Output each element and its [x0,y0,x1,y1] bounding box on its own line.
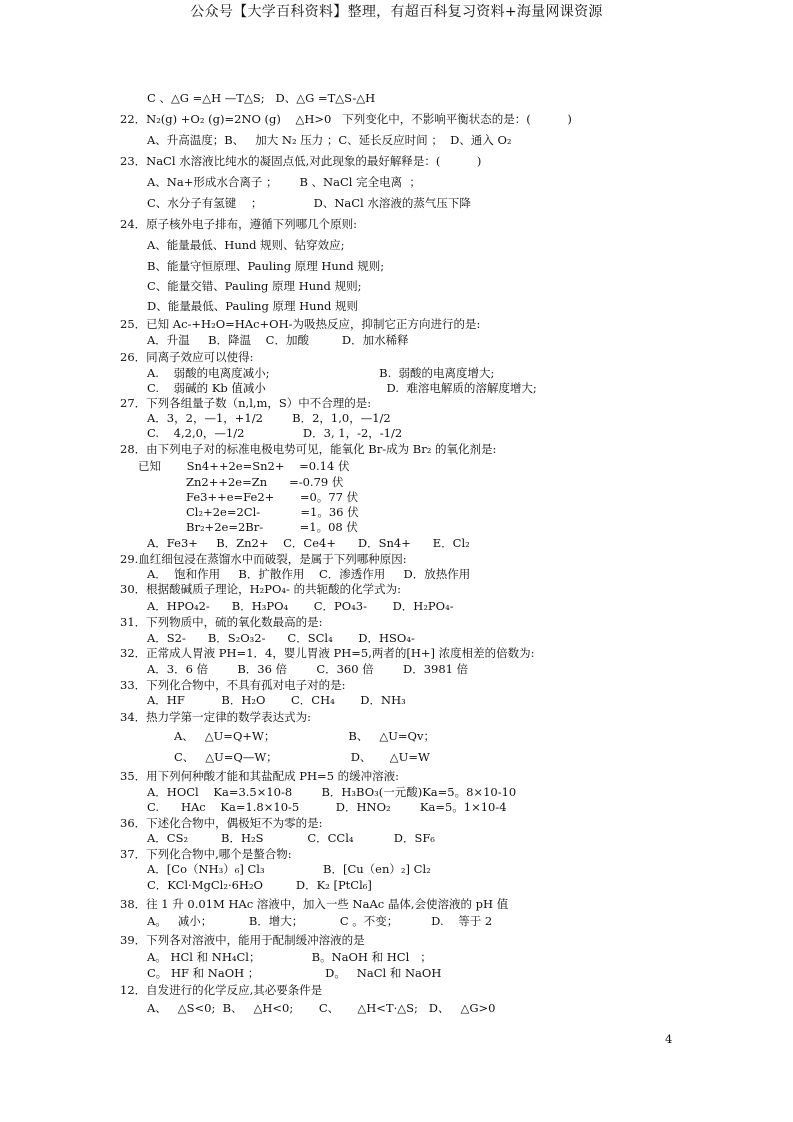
text-line: Fe3++e=Fe2+ =0。77 伏 [186,490,359,504]
option-line: A、 △S<0; B、 △H<0; C、 △H<T·△S; D、 △G>0 [147,1001,496,1015]
question-line: 26．同离子效应可以使得: [120,350,254,364]
question-line: 32．正常成人胃液 PH=1．4，婴儿胃液 PH=5,两者的[H+] 浓度相差的倍数为: [120,646,535,660]
page-number: 4 [665,1032,673,1046]
option-line: A．HPO₄2- B．H₃PO₄ C．PO₄3- D．H₂PO₄- [147,599,454,613]
question-line: 27．下列各组量子数（n,l,m，S）中不合理的是: [120,396,372,410]
option-line: A、 △U=Q+W； B、 △U=Qv； [174,729,435,743]
option-line: A． 饱和作用 B．扩散作用 C．渗透作用 D．放热作用 [147,567,471,581]
question-line: 25．已知 Ac-+H₂O=HAc+OH-为吸热反应，抑制它正方向进行的是: [120,317,481,331]
question-line: 12．自发进行的化学反应,其必要条件是 [120,983,323,997]
option-line: C、 △U=Q—W； D、 △U=W [174,750,430,764]
option-line: C. 4,2,0，—1/2 D．3, 1，-2，-1/2 [147,426,403,440]
question-line: 22．N₂(g) +O₂ (g)=2NO (g) △H>0 下列变化中，不影响平衡状态的是：( ) [120,112,572,126]
text-line: Br₂+2e=2Br- =1。08 伏 [186,520,358,534]
option-line: A．Fe3+ B．Zn2+ C．Ce4+ D．Sn4+ E．Cl₂ [147,536,470,550]
option-line: C、水分子有氢键 ； D、NaCl 水溶液的蒸气压下降 [147,196,471,210]
option-line: C．KCl·MgCl₂·6H₂O D．K₂ [PtCl₆] [147,878,372,892]
option-line: A、Na+形成水合离子 ； B 、NaCl 完全电离 ； [147,175,421,189]
option-line: C、能量交错、Pauling 原理 Hund 规则; [147,279,362,293]
question-line: 29.血红细包浸在蒸馏水中而破裂，是属于下列哪种原因: [120,552,407,566]
question-line: 33．下列化合物中，不具有孤对电子对的是: [120,678,346,692]
option-line: A．HF B．H₂O C．CH₄ D．NH₃ [147,693,406,707]
option-line: A．3．6 倍 B．36 倍 C．360 倍 D．3981 倍 [147,662,469,676]
question-line: 37．下列化合物中,哪个是螯合物: [120,847,292,861]
question-line: 24．原子核外电子排布，遵循下列哪几个原则: [120,217,358,231]
question-line: 36．下述化合物中，偶极矩不为零的是: [120,816,323,830]
question-line: 30．根据酸碱质子理论，H₂PO₄- 的共轭酸的化学式为: [120,582,401,596]
option-line: A．S2- B．S₂O₃2- C．SCl₄ D．HSO₄- [147,631,415,645]
text-line: Zn2++2e=Zn =-0.79 伏 [186,475,344,489]
question-line: 34．热力学第一定律的数学表达式为: [120,710,312,724]
page-header-banner: 公众号【大学百科资料】整理，有超百科复习资料+海量网课资源 [190,4,603,20]
option-line: A．HOCl Ka=3.5×10-8 B．H₃BO₃(一元酸)Ka=5。8×10-10 [147,785,517,799]
option-line: A. 弱酸的电离度减小; B. 弱酸的电离度增大; [147,366,495,380]
text-line: 已知 Sn4++2e=Sn2+ =0.14 伏 [138,459,350,473]
option-line: A．CS₂ B．H₂S C．CCl₄ D．SF₆ [147,831,435,845]
option-line: A．3，2，—1，+1/2 B．2，1,0，—1/2 [147,411,391,425]
option-line: C. HAc Ka=1.8×10-5 D．HNO₂ Ka=5。1×10-4 [147,800,507,814]
question-line: 23．NaCl 水溶液比纯水的凝固点低,对此现象的最好解释是：( ) [120,154,482,168]
option-line: D、能量最低、Pauling 原理 Hund 规则 [147,299,358,313]
option-line: B、能量守恒原理、Pauling 原理 Hund 规则; [147,259,385,273]
question-line: 39．下列各对溶液中，能用于配制缓冲溶液的是 [120,933,365,947]
option-line: A．升温 B．降温 C．加酸 D．加水稀释 [147,333,409,347]
text-line: Cl₂+2e=2Cl- =1。36 伏 [186,505,359,519]
option-line: A。 HCl 和 NH₄Cl； B。NaOH 和 HCl ； [147,950,432,964]
option-line: A．[Co（NH₃）₆] Cl₃ B．[Cu（en）₂] Cl₂ [147,862,431,876]
option-line: A、能量最低、Hund 规则、钻穿效应; [147,238,345,252]
option-line: C. 弱碱的 Kb 值减小 D. 难溶电解质的溶解度增大; [147,381,537,395]
question-line: 35．用下列何种酸才能和其盐配成 PH=5 的缓冲溶液: [120,769,400,783]
question-line: 38．往 1 升 0.01M HAc 溶液中，加入一些 NaAc 晶体,会使溶液的 pH 值 [120,897,509,911]
text-line: C 、△G =△H —T△S; D、△G =T△S-△H [147,91,376,105]
option-line: C。 HF 和 NaOH ； D。 NaCl 和 NaOH [147,966,442,980]
question-line: 28．由下列电子对的标准电极电势可见，能氧化 Br-成为 Br₂ 的氧化剂是: [120,442,497,456]
option-line: A、升高温度；B、 加大 N₂ 压力 ；C、延长反应时间 ； D、通入 O₂ [147,133,512,147]
option-line: A。 减小； B．增大； C 。不变； D. 等于 2 [147,914,493,928]
question-line: 31．下列物质中，硫的氧化数最高的是: [120,615,323,629]
